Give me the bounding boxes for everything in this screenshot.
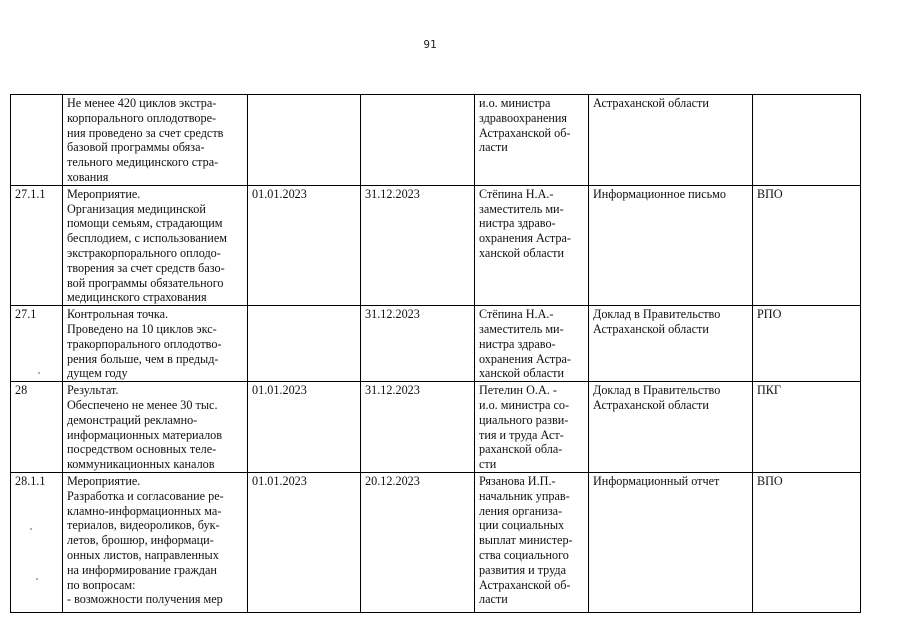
row-description-line: экстракорпорального оплодо- xyxy=(67,245,221,260)
row-description-line: посредством основных теле- xyxy=(67,442,217,457)
responsible-person-line: ции социальных xyxy=(479,518,565,533)
responsible-person-line: начальник управ- xyxy=(479,488,570,503)
confirming-document: Доклад в Правительство Астраханской области xyxy=(589,382,753,473)
row-description-line: медицинского страхования xyxy=(67,290,207,305)
row-description-line: дущем году xyxy=(67,366,128,381)
responsible-person-line: тия и труда Аст- xyxy=(479,427,564,442)
responsible-person-line: заместитель ми- xyxy=(479,201,564,216)
control-type: РПО xyxy=(753,306,861,382)
responsible-person-line: Петелин О.А. - xyxy=(479,383,557,398)
end-date: 31.12.2023 xyxy=(361,382,475,473)
start-date xyxy=(248,95,361,186)
responsible-person xyxy=(475,185,589,305)
row-description xyxy=(63,95,248,186)
start-date: 01.01.2023 xyxy=(248,472,361,612)
responsible-person-line: Стёпина Н.А.- xyxy=(479,307,554,322)
start-date: 01.01.2023 xyxy=(248,382,361,473)
confirming-document: Доклад в Правительство Астраханской области xyxy=(589,306,753,382)
responsible-person-line: и.о. министра xyxy=(479,96,551,110)
responsible-person-line: заместитель ми- xyxy=(479,321,564,336)
confirming-document: Информационное письмо xyxy=(589,185,753,305)
responsible-person-line: Астраханской об- xyxy=(479,577,571,592)
row-description-line: Разработка и согласование ре- xyxy=(67,488,224,503)
responsible-person-line: здравоохранения xyxy=(479,110,568,125)
control-type: ВПО xyxy=(753,185,861,305)
responsible-person-line: Астраханской об- xyxy=(479,125,571,140)
row-number: 27.1 xyxy=(11,306,63,382)
responsible-person-line: ханской области xyxy=(479,245,564,260)
row-description xyxy=(63,185,248,305)
row-description-line: вой программы обязательного xyxy=(67,275,224,290)
table-row xyxy=(11,382,861,473)
responsible-person-line: ления организа- xyxy=(479,503,563,518)
row-description-line: Контрольная точка. xyxy=(67,307,169,322)
confirming-document: Астраханской области xyxy=(589,95,753,186)
row-number: 28 xyxy=(11,382,63,473)
responsible-person-line: ханской области xyxy=(479,366,564,381)
row-description-line: Организация медицинской xyxy=(67,201,206,216)
responsible-person-line: сти xyxy=(479,457,497,472)
responsible-person xyxy=(475,472,589,612)
row-description-line: - возможности получения мер xyxy=(67,592,223,607)
row-description-line: корпорального оплодотворе- xyxy=(67,110,217,125)
row-description-line: Не менее 420 циклов экстра- xyxy=(67,96,217,110)
confirming-document: Информационный отчет xyxy=(589,472,753,612)
table-row xyxy=(11,306,861,382)
row-description-line: хования xyxy=(67,169,109,184)
responsible-person xyxy=(475,306,589,382)
control-type xyxy=(753,95,861,186)
end-date: 31.12.2023 xyxy=(361,306,475,382)
row-number xyxy=(11,95,63,186)
start-date xyxy=(248,306,361,382)
row-description-line: тракорпорального оплодотво- xyxy=(67,336,222,351)
row-description-line: онных листов, направленных xyxy=(67,547,219,562)
responsible-person-line: ласти xyxy=(479,592,508,607)
table-row xyxy=(11,95,861,186)
scan-speck xyxy=(36,578,38,580)
responsible-person-line: ства социального xyxy=(479,547,569,562)
plan-table-body xyxy=(11,95,861,613)
row-description-line: ния проведено за счет средств xyxy=(67,125,224,140)
responsible-person-line: охранения Астра- xyxy=(479,231,571,246)
responsible-person-line: развития и труда xyxy=(479,562,567,577)
responsible-person-line: Стёпина Н.А.- xyxy=(479,186,554,201)
row-number: 27.1.1 xyxy=(11,185,63,305)
responsible-person-line: Рязанова И.П.- xyxy=(479,473,556,488)
row-description-line: демонстраций рекламно- xyxy=(67,412,198,427)
row-description-line: коммуникационных каналов xyxy=(67,457,215,472)
row-description-line: базовой программы обяза- xyxy=(67,140,205,155)
row-description-line: летов, брошюр, информаци- xyxy=(67,533,214,548)
row-description-line: Результат. xyxy=(67,383,119,398)
scan-speck xyxy=(30,528,32,530)
row-description-line: териалов, видеороликов, бук- xyxy=(67,518,220,533)
row-description xyxy=(63,382,248,473)
responsible-person-line: нистра здраво- xyxy=(479,336,556,351)
row-description-line: информационных материалов xyxy=(67,427,223,442)
row-number: 28.1.1 xyxy=(11,472,63,612)
row-description-line: кламно-информационных ма- xyxy=(67,503,222,518)
responsible-person-line: охранения Астра- xyxy=(479,351,571,366)
responsible-person-line: ласти xyxy=(479,140,508,155)
row-description-line: на информирование граждан xyxy=(67,562,217,577)
end-date: 20.12.2023 xyxy=(361,472,475,612)
row-description xyxy=(63,306,248,382)
page-number: 91 xyxy=(423,38,437,51)
responsible-person-line: раханской обла- xyxy=(479,442,563,457)
row-description-line: Проведено на 10 циклов экс- xyxy=(67,321,217,336)
row-description-line: бесплодием, с использованием xyxy=(67,231,227,246)
row-description xyxy=(63,472,248,612)
responsible-person xyxy=(475,382,589,473)
row-description-line: рения больше, чем в предыд- xyxy=(67,351,219,366)
responsible-person-line: нистра здраво- xyxy=(479,216,556,231)
row-description-line: Мероприятие. xyxy=(67,186,141,201)
responsible-person-line: и.о. министра со- xyxy=(479,397,570,412)
row-description-line: Обеспечено не менее 30 тыс. xyxy=(67,397,218,412)
table-row xyxy=(11,185,861,305)
row-description-line: тельного медицинского стра- xyxy=(67,155,219,170)
row-description-line: по вопросам: xyxy=(67,577,136,592)
start-date: 01.01.2023 xyxy=(248,185,361,305)
control-type: ПКГ xyxy=(753,382,861,473)
table-row xyxy=(11,472,861,612)
responsible-person-line: циального разви- xyxy=(479,412,569,427)
scan-speck xyxy=(38,372,40,374)
row-description-line: творения за счет средств базо- xyxy=(67,260,225,275)
end-date: 31.12.2023 xyxy=(361,185,475,305)
row-description-line: Мероприятие. xyxy=(67,473,141,488)
plan-table xyxy=(10,94,861,613)
row-description-line: помощи семьям, страдающим xyxy=(67,216,223,231)
control-type: ВПО xyxy=(753,472,861,612)
end-date xyxy=(361,95,475,186)
responsible-person xyxy=(475,95,589,186)
responsible-person-line: выплат министер- xyxy=(479,533,573,548)
